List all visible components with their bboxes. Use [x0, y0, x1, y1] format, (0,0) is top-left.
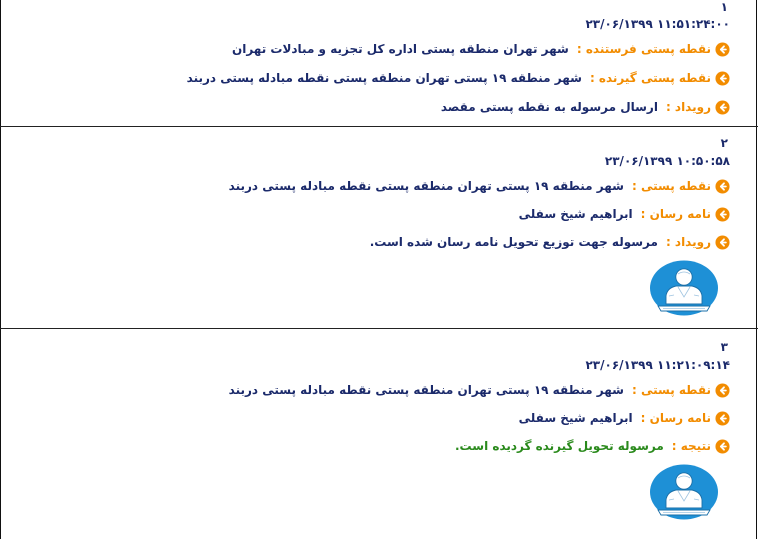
field-postman	[519, 203, 730, 225]
record-timestamp: ۲۳/۰۶/۱۳۹۹ ۱۰:۵۰:۵۸	[604, 154, 730, 168]
field-label: نامه رسان :	[640, 207, 711, 221]
arrow-left-circle-icon	[715, 100, 730, 115]
field-value: ابراهیم شیخ سفلی	[518, 411, 633, 425]
field-receiver-point	[187, 67, 730, 89]
record-divider	[0, 328, 758, 329]
right-border	[756, 0, 757, 539]
arrow-left-circle-icon	[715, 439, 730, 454]
field-label: نتیجه :	[671, 439, 711, 453]
record-number: ۳	[720, 340, 728, 354]
arrow-left-circle-icon	[715, 42, 730, 57]
arrow-left-circle-icon	[715, 411, 730, 426]
record-number: ۲	[720, 136, 728, 150]
arrow-left-circle-icon	[715, 207, 730, 222]
user-avatar-icon	[649, 464, 719, 520]
field-label: رویداد :	[665, 100, 711, 114]
field-label: نقطه پستی گیرنده :	[589, 71, 711, 85]
field-value: مرسوله جهت توزیع تحویل نامه رسان شده است.	[369, 235, 658, 249]
left-border	[0, 0, 1, 539]
field-label: نقطه پستی فرستنده :	[576, 42, 711, 56]
field-label: نامه رسان :	[640, 411, 711, 425]
record-timestamp: ۲۳/۰۶/۱۳۹۹ ۱۱:۲۱:۰۹:۱۴	[585, 358, 730, 372]
field-value: شهر منطقه ۱۹ پستی تهران منطقه پستی نقطه مبادله پستی دربند	[186, 71, 582, 85]
record-timestamp: ۲۳/۰۶/۱۳۹۹ ۱۱:۵۱:۲۴:۰۰	[585, 17, 730, 31]
arrow-left-circle-icon	[715, 235, 730, 250]
arrow-left-circle-icon	[715, 383, 730, 398]
arrow-left-circle-icon	[715, 71, 730, 86]
field-event	[370, 231, 730, 253]
user-avatar-icon	[649, 260, 719, 316]
field-postal-point	[229, 175, 730, 197]
field-value: شهر منطقه ۱۹ پستی تهران منطقه پستی نقطه مبادله پستی دربند	[228, 383, 624, 397]
record-number: ۱	[720, 0, 728, 14]
field-value: شهر تهران منطقه پستی اداره کل تجزیه و مبادلات تهران	[231, 42, 569, 56]
field-postal-point	[229, 379, 730, 401]
field-value: ابراهیم شیخ سفلی	[518, 207, 633, 221]
field-value: شهر منطقه ۱۹ پستی تهران منطقه پستی نقطه مبادله پستی دربند	[228, 179, 624, 193]
field-postman	[519, 407, 730, 429]
field-result	[455, 435, 730, 457]
field-event	[441, 96, 730, 118]
arrow-left-circle-icon	[715, 179, 730, 194]
record-divider	[0, 126, 758, 127]
field-value: ارسال مرسوله به نقطه پستی مقصد	[440, 100, 658, 114]
field-label: نقطه پستی :	[631, 383, 711, 397]
field-sender-point	[232, 38, 730, 60]
field-value: مرسوله تحویل گیرنده گردیده است.	[455, 439, 664, 453]
field-label: نقطه پستی :	[631, 179, 711, 193]
field-label: رویداد :	[665, 235, 711, 249]
